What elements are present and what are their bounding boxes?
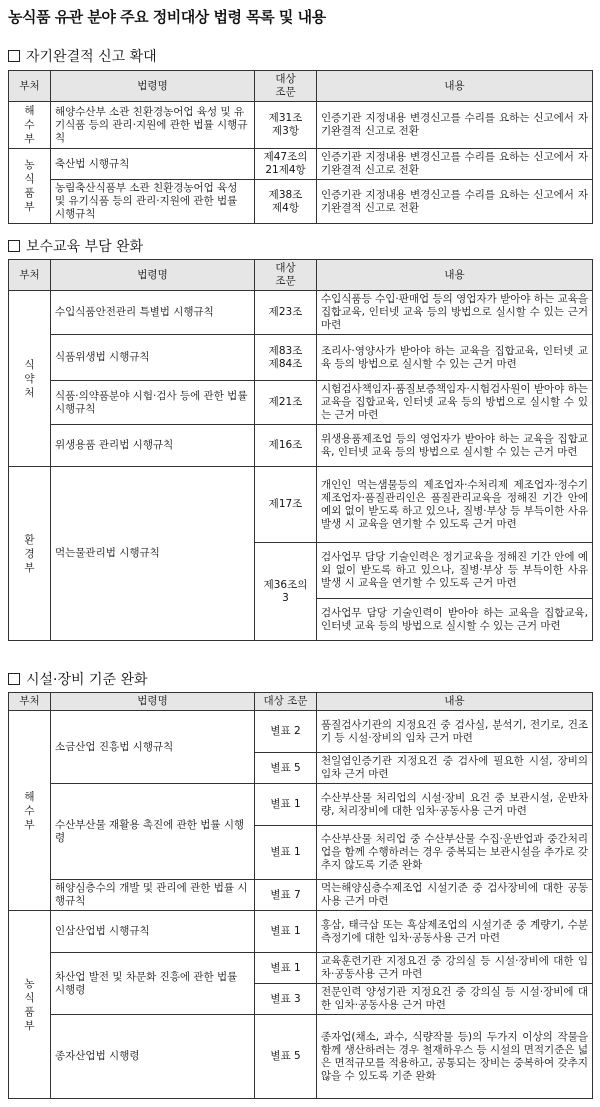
checkbox-icon xyxy=(8,673,20,685)
law-name-cell: 인삼산업법 시행규칙 xyxy=(51,911,255,953)
content-cell: 종자업(채소, 과수, 식량작물 등)의 두가지 이상의 작물을 함께 생산하려는 경우 철재하우스 등 시설의 면적기준은 넓은 면적규모를 적용하고, 공통되는 장비는 중복하여 갖추지 않을 수 있도록 기준 완화 xyxy=(317,1015,593,1099)
article-cell: 별표 1 xyxy=(255,911,317,953)
article-cell: 제17조 xyxy=(255,467,317,543)
department-cell: 농 식 품 부 xyxy=(24,977,35,1032)
table-row xyxy=(9,911,593,953)
department-cell: 식 약 처 xyxy=(24,358,35,399)
table-row xyxy=(9,1015,593,1099)
article-cell: 별표 5 xyxy=(255,753,317,784)
column-header: 내용 xyxy=(317,71,593,102)
article-cell: 별표 1 xyxy=(255,826,317,880)
article-cell: 제21조 xyxy=(255,381,317,425)
article-cell: 제31조 제3항 xyxy=(255,102,317,149)
column-header: 법령명 xyxy=(51,71,255,102)
table-row xyxy=(9,711,593,753)
content-cell: 개인인 먹는샘물등의 제조업자·수처리제 제조업자·정수기 제조업자·품질관리인은 품질관리교육을 정해진 기간 안에 예외 없이 받도록 하고 있으나, 질병·부상 등 부득이한 사유 발생 시 교육을 연기할 수 있도록 근거 마련 xyxy=(317,467,593,543)
law-name-cell: 차산업 발전 및 차문화 진흥에 관한 법률 시행령 xyxy=(51,953,255,1015)
department-cell: 농 식 품 부 xyxy=(24,159,35,213)
law-name-cell: 해양수산부 소관 친환경농어업 육성 및 유기식품 등의 관리·지원에 관한 법률 시행규칙 xyxy=(51,102,255,149)
article-cell: 제47조의 21제4항 xyxy=(255,149,317,180)
content-cell: 인증기관 지정내용 변경신고를 수리를 요하는 신고에서 자기완결적 신고로 전환 xyxy=(317,149,593,180)
content-cell: 위생용품제조업 등의 영업자가 받아야 하는 교육을 집합교육, 인터넷 교육 등의 방법으로 실시할 수 있는 근거 마련 xyxy=(317,425,593,467)
law-name-cell: 종자산업법 시행령 xyxy=(51,1015,255,1099)
article-cell: 별표 5 xyxy=(255,1015,317,1099)
content-cell: 수입식품등 수입·판매업 등의 영업자가 받아야 하는 교육을 집합교육, 인터넷 교육 등의 방법으로 실시할 수 있는 근거 마련 xyxy=(317,291,593,335)
content-cell: 인증기관 지정내용 변경신고를 수리를 요하는 신고에서 자기완결적 신고로 전환 xyxy=(317,180,593,224)
article-cell: 제23조 xyxy=(255,291,317,335)
checkbox-icon xyxy=(8,240,20,252)
table-header-row xyxy=(9,260,593,291)
article-cell: 제36조의 3 xyxy=(255,543,317,641)
law-name-cell: 농림축산식품부 소관 친환경농어업 육성 및 유기식품 등의 관리·지원에 관한 법률 시행규칙 xyxy=(51,180,255,224)
table-row xyxy=(9,180,593,224)
department-cell: 환 경 부 xyxy=(24,533,35,574)
table-row xyxy=(9,953,593,984)
department-cell: 해 수 부 xyxy=(24,105,35,145)
content-cell: 홍삼, 태극삼 또는 흑삼제조업의 시설기준 중 계량기, 수분측정기에 대한 임차·공동사용 근거 마련 xyxy=(317,911,593,953)
column-header: 부처 xyxy=(9,260,51,291)
table-row xyxy=(9,467,593,543)
table-row xyxy=(9,149,593,180)
section-1-title: 자기완결적 신고 확대 xyxy=(26,49,157,65)
section-2-title: 보수교육 부담 완화 xyxy=(26,239,144,255)
table-row xyxy=(9,880,593,911)
law-name-cell: 식품위생법 시행규칙 xyxy=(51,335,255,381)
column-header: 내용 xyxy=(317,693,593,711)
content-cell: 인증기관 지정내용 변경신고를 수리를 요하는 신고에서 자기완결적 신고로 전환 xyxy=(317,102,593,149)
column-header: 부처 xyxy=(9,71,51,102)
content-cell: 시험검사책임자·품질보증책임자·시험검사원이 받아야 하는 교육을 집합교육, 인터넷 교육 등의 방법으로 실시할 수 있는 근거 마련 xyxy=(317,381,593,425)
section-3-heading xyxy=(8,669,148,689)
content-cell: 수산부산물 처리업 중 수산부산물 수집·운반업과 중간처리업을 함께 수행하려는 경우 중복되는 보관시설을 추가로 갖추지 않도록 기준 완화 xyxy=(317,826,593,880)
content-cell: 검사업무 담당 기술인력이 받아야 하는 교육을 집합교육, 인터넷 교육 등의 방법으로 실시할 수 있는 근거 마련 xyxy=(317,599,593,641)
content-cell: 천일염인증기관 지정요건 중 검사에 필요한 시설, 장비의 임차 근거 마련 xyxy=(317,753,593,784)
law-name-cell: 식품·의약품분야 시험·검사 등에 관한 법률 시행규칙 xyxy=(51,381,255,425)
article-cell: 별표 1 xyxy=(255,784,317,826)
table-row xyxy=(9,784,593,826)
section-2-heading xyxy=(8,236,143,256)
column-header: 대상 조문 xyxy=(255,693,317,711)
column-header: 대상 조문 xyxy=(255,71,317,102)
content-cell: 품질검사기관의 지정요건 중 검사실, 분석기, 전기로, 건조기 등 시설·장비의 임차 근거 마련 xyxy=(317,711,593,753)
law-name-cell: 수입식품안전관리 특별법 시행규칙 xyxy=(51,291,255,335)
column-header: 법령명 xyxy=(51,260,255,291)
table-row xyxy=(9,102,593,149)
content-cell: 교육훈련기관 지정요건 중 강의실 등 시설·장비에 대한 임차·공동사용 근거 마련 xyxy=(317,953,593,984)
section-2-table xyxy=(8,259,593,641)
section-3-table xyxy=(8,692,593,1099)
law-name-cell: 축산법 시행규칙 xyxy=(51,149,255,180)
law-name-cell: 위생용품 관리법 시행규칙 xyxy=(51,425,255,467)
column-header: 부처 xyxy=(9,693,51,711)
article-cell: 별표 1 xyxy=(255,953,317,984)
content-cell: 먹는해양심층수제조업 시설기준 중 검사장비에 대한 공동사용 근거 마련 xyxy=(317,880,593,911)
article-cell: 별표 7 xyxy=(255,880,317,911)
table-header-row xyxy=(9,71,593,102)
table-row xyxy=(9,291,593,335)
department-cell: 해 수 부 xyxy=(24,790,35,831)
law-name-cell: 수산부산물 재활용 촉진에 관한 법률 시행령 xyxy=(51,784,255,880)
law-name-cell: 먹는물관리법 시행규칙 xyxy=(51,467,255,641)
law-name-cell: 해양심층수의 개발 및 관리에 관한 법률 시행규칙 xyxy=(51,880,255,911)
table-row xyxy=(9,425,593,467)
content-cell: 전문인력 양성기관 지정요건 중 강의실 등 시설·장비에 대한 임차·공동사용 근거 마련 xyxy=(317,984,593,1015)
column-header: 대상 조문 xyxy=(255,260,317,291)
table-row xyxy=(9,335,593,381)
table-row xyxy=(9,381,593,425)
content-cell: 검사업무 담당 기술인력은 정기교육을 정해진 기간 안에 예외 없이 받도록 하고 있으나, 질병·부상 등 부득이한 사유 발생 시 교육을 연기할 수 있도록 근거 마련 xyxy=(317,543,593,599)
table-header-row xyxy=(9,693,593,711)
column-header: 내용 xyxy=(317,260,593,291)
article-cell: 제38조 제4항 xyxy=(255,180,317,224)
section-1-heading xyxy=(8,46,157,66)
checkbox-icon xyxy=(8,50,20,62)
content-cell: 수산부산물 처리업의 시설·장비 요건 중 보관시설, 운반차량, 처리장비에 대한 임차·공동사용 근거 마련 xyxy=(317,784,593,826)
page-title: 농식품 유관 분야 주요 정비대상 법령 목록 및 내용 xyxy=(8,8,326,26)
content-cell: 조리사·영양사가 받아야 하는 교육을 집합교육, 인터넷 교육 등의 방법으로 실시할 수 있는 근거 마련 xyxy=(317,335,593,381)
article-cell: 제83조 제84조 xyxy=(255,335,317,381)
article-cell: 제16조 xyxy=(255,425,317,467)
section-3-title: 시설·장비 기준 완화 xyxy=(26,672,148,688)
section-1-table xyxy=(8,70,593,224)
article-cell: 별표 3 xyxy=(255,984,317,1015)
law-name-cell: 소금산업 진흥법 시행규칙 xyxy=(51,711,255,784)
column-header: 법령명 xyxy=(51,693,255,711)
article-cell: 별표 2 xyxy=(255,711,317,753)
